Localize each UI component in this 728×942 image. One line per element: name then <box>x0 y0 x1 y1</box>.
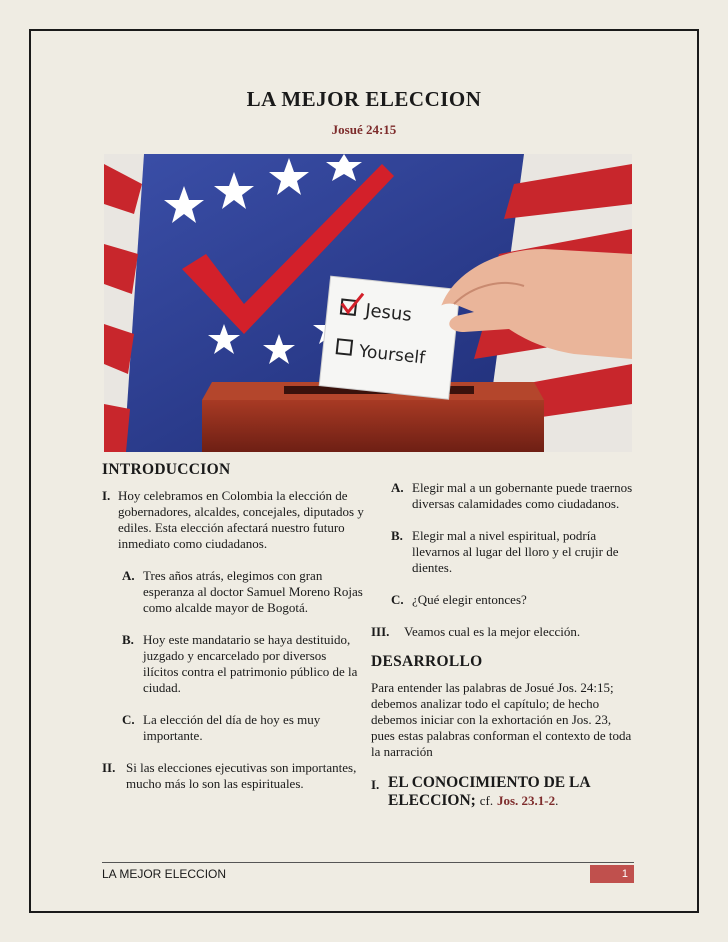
ballot-box <box>202 382 544 452</box>
cf-label: cf. <box>479 793 494 808</box>
list-item <box>122 568 364 616</box>
item-marker: C. <box>391 592 404 607</box>
list-item <box>102 488 364 552</box>
item-marker: B. <box>391 528 403 543</box>
item-marker: I. <box>102 488 111 503</box>
list-item <box>391 528 633 576</box>
ballot-paper <box>319 276 460 399</box>
list-item <box>102 760 364 792</box>
ballot-option-yourself: Yourself <box>357 341 426 369</box>
footer-title: LA MEJOR ELECCION <box>102 867 227 881</box>
item-marker: C. <box>122 712 135 727</box>
bible-reference: Josué 24:15 <box>331 122 397 137</box>
page-number: 1 <box>590 865 634 883</box>
item-text: Elegir mal a nivel espiritual, podría llevarnos al lugar del lloro y el crujir de dientes. <box>412 528 619 575</box>
list-item <box>391 592 633 608</box>
item-text: ¿Qué elegir entonces? <box>412 592 527 607</box>
list-item <box>122 712 364 744</box>
desarrollo-heading: DESARROLLO <box>371 653 483 670</box>
intro-heading: INTRODUCCION <box>102 461 231 478</box>
page-footer <box>102 862 634 884</box>
left-column <box>102 462 364 792</box>
election-illustration <box>104 154 632 452</box>
item-marker: B. <box>122 632 134 647</box>
list-item <box>391 480 633 512</box>
section-marker: I. <box>371 777 380 792</box>
cross-reference: Jos. 23.1-2 <box>496 793 556 808</box>
item-text: Elegir mal a un gobernante puede traernos diversas calamidades como ciudadanos. <box>412 480 633 511</box>
right-column <box>371 480 633 810</box>
section-heading <box>371 774 633 810</box>
item-text: Veamos cual es la mejor elección. <box>404 624 581 639</box>
item-marker: II. <box>102 760 116 775</box>
item-text: Hoy este mandatario se haya destituido, juzgado y encarcelado por diversos ilícitos contra el patrimonio público de la ciudad. <box>143 632 358 695</box>
item-marker: III. <box>371 624 390 639</box>
item-text: Tres años atrás, elegimos con gran esperanza al doctor Samuel Moreno Rojas como alcalde mayor de Bogotá. <box>143 568 363 615</box>
ballot-option-jesus: Jesus <box>364 300 413 326</box>
list-item <box>122 632 364 696</box>
list-item <box>371 624 633 640</box>
section-title: EL CONOCIMIENTO DE LA ELECCION; <box>388 774 590 809</box>
desarrollo-paragraph: Para entender las palabras de Josué Jos. 24:15; debemos analizar todo el capítulo; de hecho debemos iniciar con la exhortación en Jos. 23, pues estas palabras conforman el contexto de toda la narración <box>371 680 632 759</box>
hero-image <box>104 154 632 452</box>
item-marker: A. <box>391 480 404 495</box>
item-text: Hoy celebramos en Colombia la elección de gobernadores, alcaldes, concejales, diputados y ediles. Esta elección afectará nuestro futuro inmediato como ciudadanos. <box>118 488 364 551</box>
item-text: La elección del día de hoy es muy importante. <box>143 712 321 743</box>
page-title: LA MEJOR ELECCION <box>246 87 482 111</box>
section-period: . <box>555 793 559 808</box>
item-text: Si las elecciones ejecutivas son importantes, mucho más lo son las espirituales. <box>126 760 357 791</box>
item-marker: A. <box>122 568 135 583</box>
